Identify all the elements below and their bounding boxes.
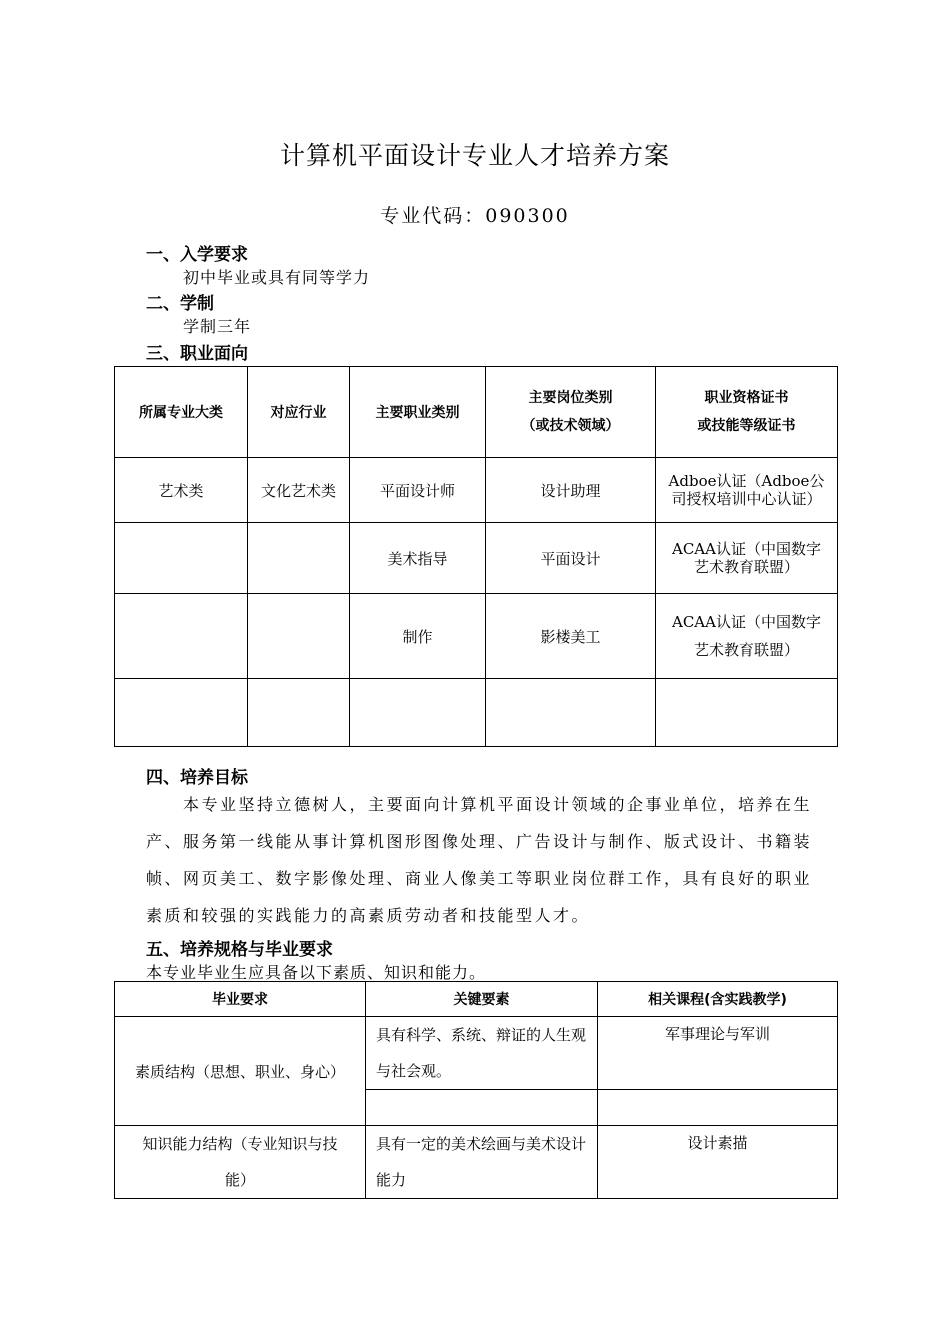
section-heading-goals: 四、培养目标 (146, 768, 248, 788)
table-cell: 设计素描 (598, 1126, 838, 1199)
table-row (115, 594, 838, 679)
table-cell: 艺术类 (115, 458, 248, 523)
table-header: 关键要素 (366, 982, 598, 1017)
table-cell: 平面设计师 (350, 458, 486, 523)
table-row (115, 458, 838, 523)
table-cell: 知识能力结构（专业知识与技能） (115, 1126, 366, 1199)
admission-text: 初中毕业或具有同等学力 (183, 268, 371, 287)
table-cell (248, 523, 350, 594)
table-cell: 文化艺术类 (248, 458, 350, 523)
table-cell (115, 523, 248, 594)
table-cell: 素质结构（思想、职业、身心） (115, 1017, 366, 1126)
section-heading-duration: 二、学制 (146, 294, 214, 314)
table-row (115, 679, 838, 747)
table-cell (486, 679, 656, 747)
section-heading-admission: 一、入学要求 (146, 245, 248, 265)
table-cell (248, 594, 350, 679)
duration-text: 学制三年 (183, 317, 252, 336)
section-heading-requirements: 五、培养规格与毕业要求 (146, 940, 333, 960)
table-cell: 美术指导 (350, 523, 486, 594)
table-header: 主要岗位类别 （或技术领域） (486, 367, 656, 458)
document-title: 计算机平面设计专业人才培养方案 (279, 141, 670, 170)
table-cell: ACAA认证（中国数字艺术教育联盟） (656, 594, 838, 679)
table-cell (350, 679, 486, 747)
major-code: 专业代码：090300 (380, 205, 570, 227)
table-header: 相关课程(含实践教学) (598, 982, 838, 1017)
table-cell: 制作 (350, 594, 486, 679)
table-cell (115, 594, 248, 679)
table-header-row (115, 982, 838, 1017)
table-header: 主要职业类别 (350, 367, 486, 458)
table-cell (115, 679, 248, 747)
career-table (114, 366, 838, 747)
table-header: 对应行业 (248, 367, 350, 458)
table-cell (598, 1090, 838, 1126)
table-cell (656, 679, 838, 747)
table-cell: 影楼美工 (486, 594, 656, 679)
table-cell: 平面设计 (486, 523, 656, 594)
goals-paragraph: 本专业坚持立德树人，主要面向计算机平面设计领域的企事业单位，培养在生产、服务第一线能从事计算机图形图像处理、广告设计与制作、版式设计、书籍装帧、网页美工、数字影像处理、商业人像美工等职业岗位群工作，具有良好的职业素质和较强的实践能力的高素质劳动者和技能型人才。 (146, 795, 813, 925)
table-header: 毕业要求 (115, 982, 366, 1017)
table-cell (248, 679, 350, 747)
table-row (115, 1126, 838, 1199)
table-row (115, 523, 838, 594)
table-header-row (115, 367, 838, 458)
table-cell: Adboe认证（Adboe公司授权培训中心认证） (656, 458, 838, 523)
graduation-table (114, 981, 838, 1199)
table-cell: 具有一定的美术绘画与美术设计能力 (366, 1126, 598, 1199)
table-cell: ACAA认证（中国数字艺术教育联盟） (656, 523, 838, 594)
table-cell: 设计助理 (486, 458, 656, 523)
table-cell (366, 1090, 598, 1126)
table-cell: 军事理论与军训 (598, 1017, 838, 1090)
table-header: 所属专业大类 (115, 367, 248, 458)
section-heading-career: 三、职业面向 (146, 344, 248, 364)
requirements-intro: 本专业毕业生应具备以下素质、知识和能力。 (146, 963, 487, 982)
table-header: 职业资格证书 或技能等级证书 (656, 367, 838, 458)
table-cell: 具有科学、系统、辩证的人生观与社会观。 (366, 1017, 598, 1090)
table-row (115, 1017, 838, 1090)
